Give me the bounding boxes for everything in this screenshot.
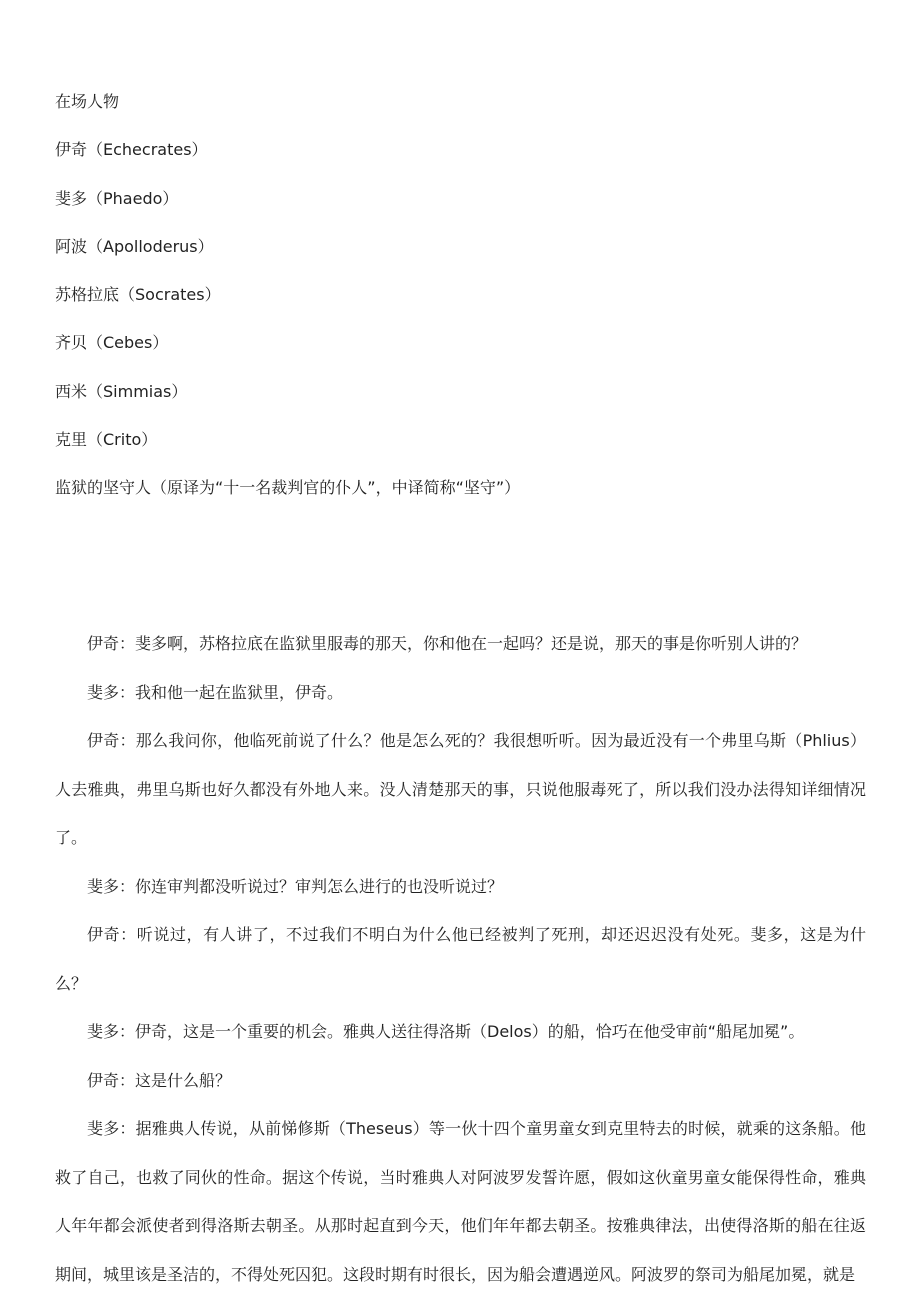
dialogue-body <box>55 620 866 1299</box>
cast-member: 西米（Simmias） <box>55 381 188 401</box>
dialogue-paragraph: 伊奇：那么我问你，他临死前说了什么？他是怎么死的？我很想听听。因为最近没有一个弗里乌斯（Phlius）人去雅典，弗里乌斯也好久都没有外地人来。没人清楚那天的事，只说他服毒死了，所以我们没办法得知详细情况了。 <box>55 731 866 847</box>
cast-member: 克里（Crito） <box>55 430 158 450</box>
cast-list <box>55 90 875 525</box>
cast-member: 斐多（Phaedo） <box>55 188 179 208</box>
cast-member: 苏格拉底（Socrates） <box>55 285 221 305</box>
cast-member: 阿波（Apolloderus） <box>55 236 214 256</box>
dialogue-paragraph: 伊奇：斐多啊，苏格拉底在监狱里服毒的那天，你和他在一起吗？还是说，那天的事是你听别人讲的？ <box>87 634 808 653</box>
dialogue-paragraph: 斐多：你连审判都没听说过？审判怎么进行的也没听说过？ <box>87 876 504 896</box>
cast-member: 监狱的坚守人（原译为“十一名裁判官的仆人”，中译简称“坚守”） <box>55 478 521 498</box>
cast-member: 伊奇（Echecrates） <box>55 140 208 160</box>
dialogue-paragraph: 伊奇：听说过，有人讲了，不过我们不明白为什么他已经被判了死刑，却还迟迟没有处死。斐多，这是为什么？ <box>55 925 866 993</box>
cast-heading: 在场人物 <box>55 92 120 111</box>
dialogue-paragraph: 斐多：我和他一起在监狱里，伊奇。 <box>87 682 344 702</box>
dialogue-paragraph: 斐多：伊奇，这是一个重要的机会。雅典人送往得洛斯（Delos）的船，恰巧在他受审前“船尾加冕”。 <box>87 1022 805 1041</box>
dialogue-paragraph: 斐多：据雅典人传说，从前悌修斯（Theseus）等一伙十四个童男童女到克里特去的时候，就乘的这条船。他救了自己，也救了同伙的性命。据这个传说，当时雅典人对阿波罗发誓许愿，假如这伙童男童女能保得性命，雅典人年年都会派使者到得洛斯去朝圣。从那时起直到今天，他们年年都去朝圣。按雅典律法，出使得洛斯的船在往返期间，城里该是圣洁的，不得处死囚犯。这段时期有时很长，因为船会遭遇逆风。阿波罗的祭司为船尾加冕，就是 <box>55 1119 866 1284</box>
cast-member: 齐贝（Cebes） <box>55 333 169 353</box>
dialogue-paragraph: 伊奇：这是什么船？ <box>87 1070 232 1090</box>
